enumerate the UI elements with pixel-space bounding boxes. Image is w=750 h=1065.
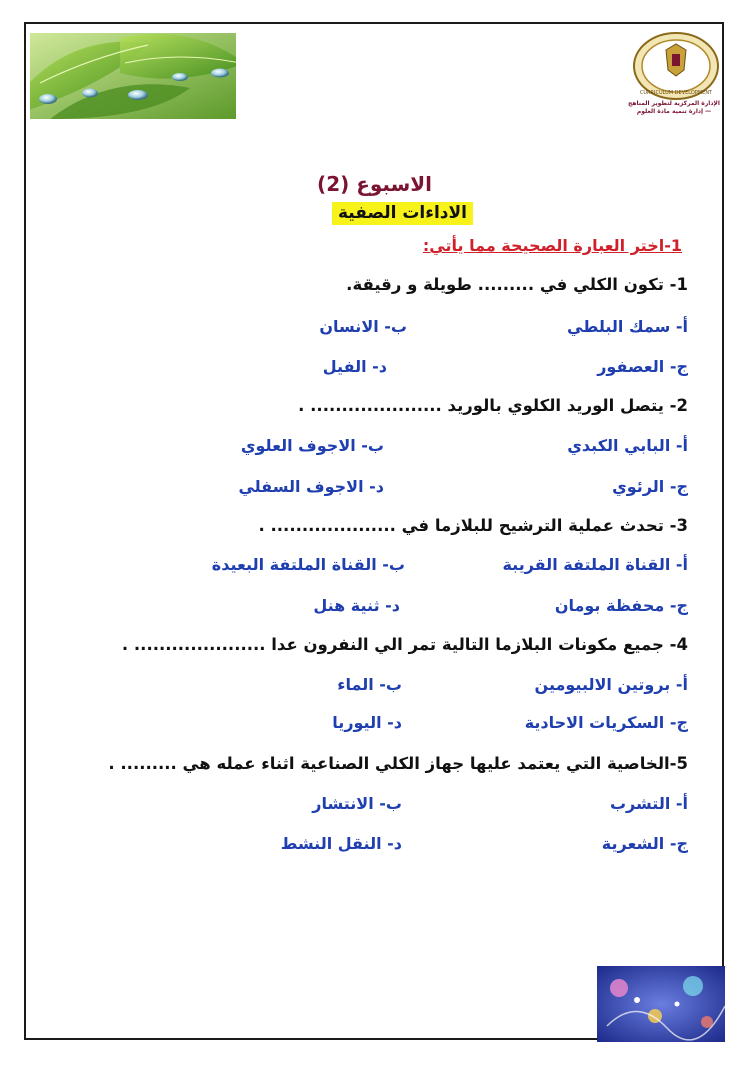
question-1: 1- تكون الكلي في ......... طويلة و رقيقة.	[346, 275, 688, 294]
q4-option-a: أ- بروتين الالبيومين	[534, 675, 688, 694]
q3-option-a: أ- القناة الملتفة القريبة	[502, 555, 688, 574]
science-corner-image	[597, 966, 725, 1042]
logo-caption: الإدارة المركزية لتطوير المناهج — إدارة تنمية مادة العلوم	[628, 100, 720, 115]
ministry-logo	[626, 30, 722, 120]
q5-option-c: ج- الشعرية	[601, 834, 688, 853]
q2-option-d: د- الاجوف السفلي	[238, 477, 384, 496]
q1-option-a: أ- سمك البلطي	[567, 317, 688, 336]
q3-option-b: ب- القناة الملتفة البعيدة	[211, 555, 405, 574]
week-title: الاسبوع (2)	[317, 172, 432, 196]
q2-option-b: ب- الاجوف العلوي	[240, 436, 384, 455]
q4-option-b: ب- الماء	[337, 675, 402, 694]
q5-option-a: أ- التشرب	[609, 794, 688, 813]
svg-text:CURRICULUM DEVELOPMENT: CURRICULUM DEVELOPMENT	[639, 90, 713, 96]
q2-option-c: ج- الرئوي	[612, 477, 688, 496]
q3-option-c: ج- محفظة بومان	[554, 596, 688, 615]
question-3: 3- تحدث عملية الترشيح للبلازما في .................... .	[258, 516, 688, 535]
question-2: 2- يتصل الوريد الكلوي بالوريد ..................... .	[298, 396, 688, 415]
q1-option-c: ج- العصفور	[597, 357, 688, 376]
section-title: الاداءات الصفية	[332, 202, 473, 225]
q4-option-d: د- اليوريا	[332, 713, 402, 732]
q1-option-d: د- الفيل	[322, 357, 387, 376]
question-5: 5-الخاصية التي يعتمد عليها جهاز الكلي الصناعية اثناء عمله هي ......... .	[108, 754, 688, 773]
q1-option-b: ب- الانسان	[319, 317, 407, 336]
question-4: 4- جميع مكونات البلازما التالية تمر الي النفرون عدا ..................... .	[121, 635, 688, 654]
leaves-image	[30, 33, 236, 119]
q3-option-d: د- ثنية هنل	[313, 596, 400, 615]
q5-option-d: د- النقل النشط	[280, 834, 402, 853]
instruction: 1-اختر العبارة الصحيحة مما يأتي:	[422, 236, 682, 255]
q2-option-a: أ- البابي الكبدي	[567, 436, 688, 455]
q5-option-b: ب- الانتشار	[312, 794, 402, 813]
q4-option-c: ج- السكريات الاحادية	[524, 713, 688, 732]
